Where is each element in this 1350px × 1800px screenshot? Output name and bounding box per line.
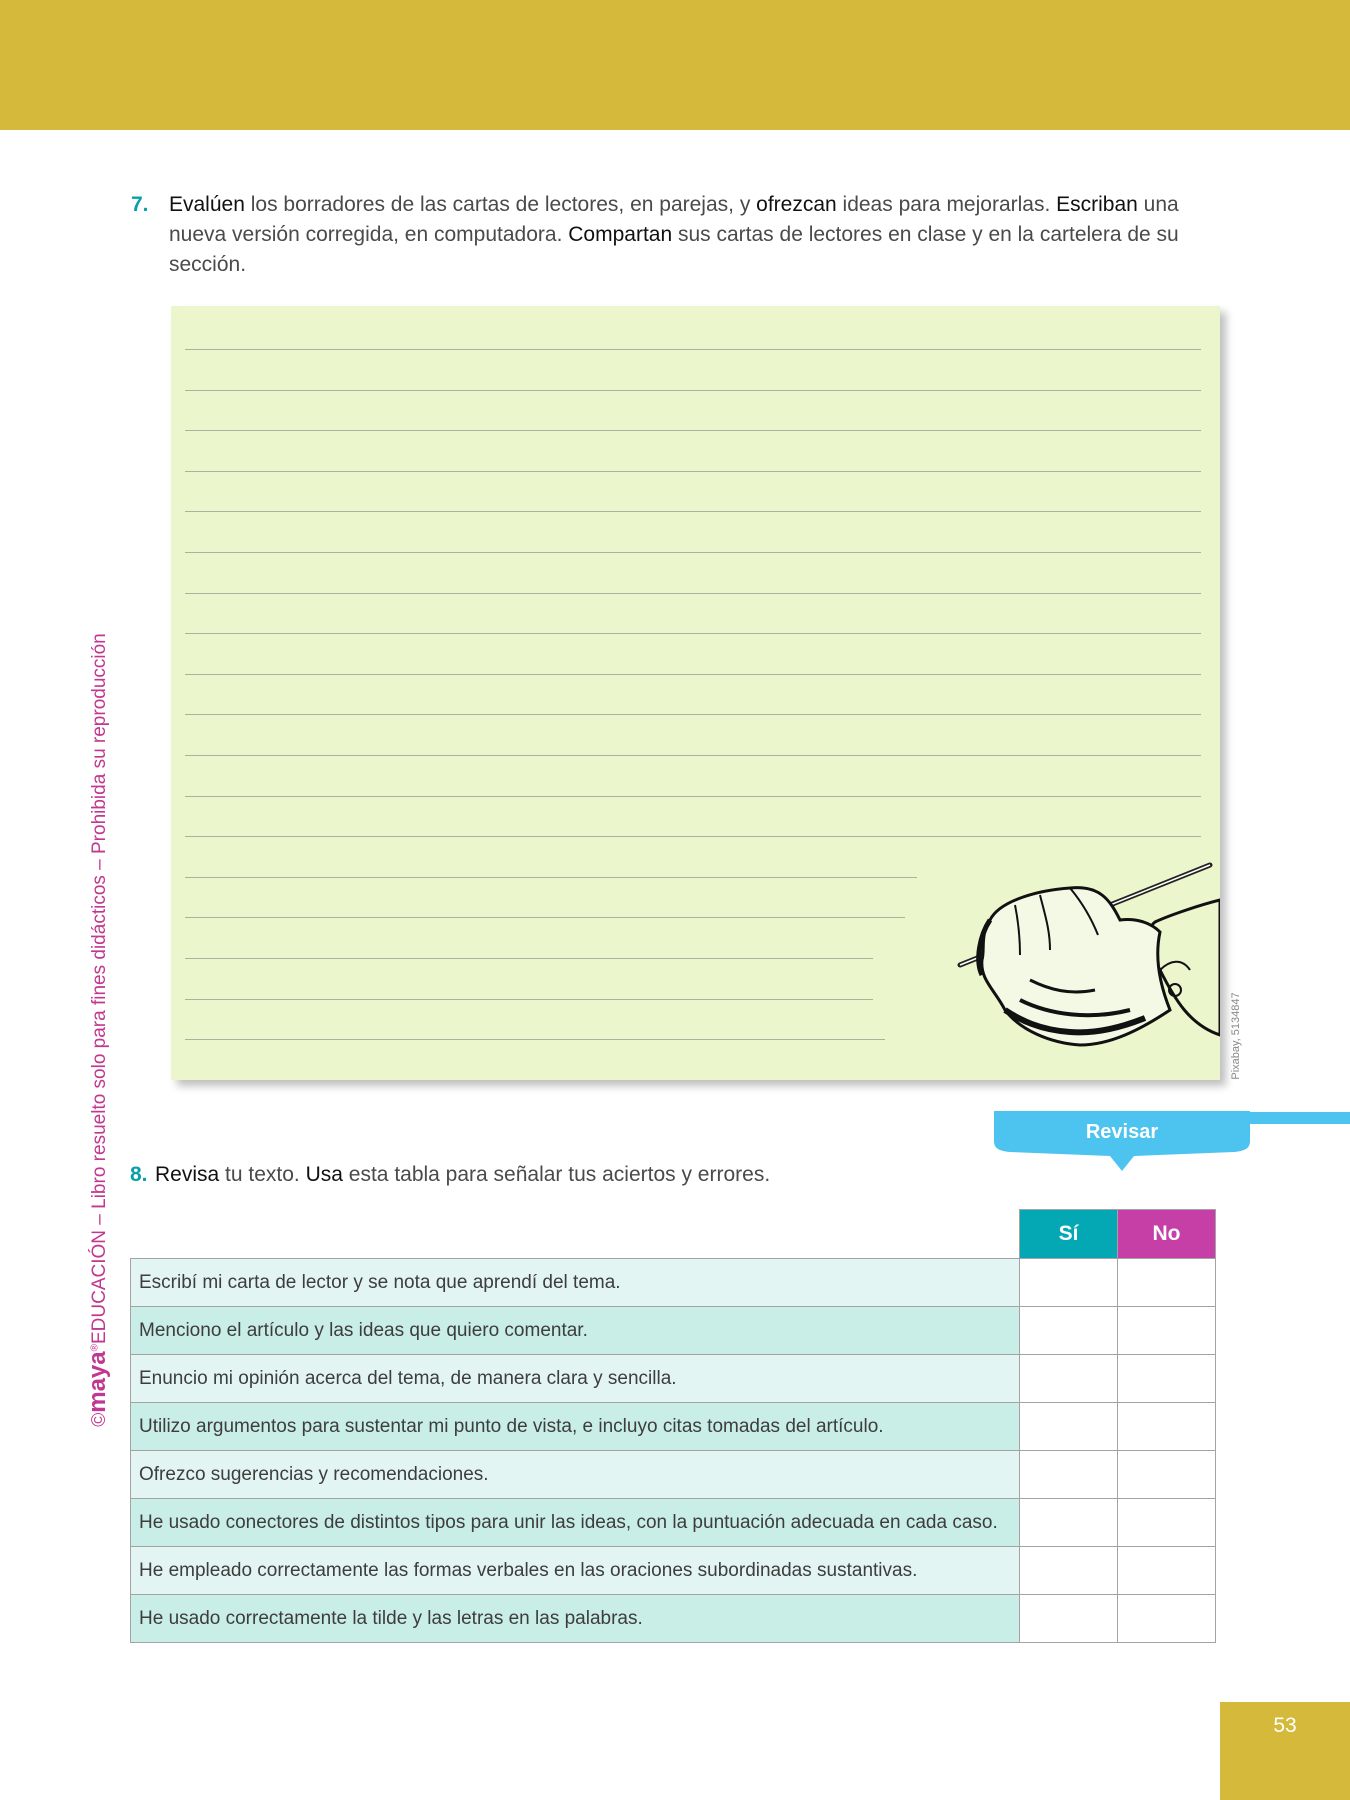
writing-line — [185, 917, 905, 918]
yes-checkbox-cell[interactable] — [1020, 1547, 1118, 1595]
instruction-text: ideas para mejorarlas. — [836, 193, 1057, 216]
writing-line — [185, 796, 1201, 797]
yes-column-header: Sí — [1020, 1210, 1118, 1259]
criterion-text: Enuncio mi opinión acerca del tema, de manera clara y sencilla. — [131, 1355, 1020, 1403]
instruction-text: los borradores de las cartas de lectores, en parejas, y — [244, 193, 757, 216]
command-word: Compartan — [568, 223, 673, 246]
instruction-text: tu texto. — [219, 1163, 306, 1186]
writing-line — [185, 593, 1201, 594]
hand-writing-illustration — [920, 860, 1220, 1080]
writing-line — [185, 1039, 885, 1040]
question-number: 7. — [131, 193, 149, 216]
table-row — [131, 1499, 1216, 1547]
table-row — [131, 1403, 1216, 1451]
writing-line — [185, 633, 1201, 634]
writing-line — [185, 836, 1201, 837]
writing-line — [185, 390, 1201, 391]
page-number: 53 — [1220, 1702, 1350, 1800]
revisar-label: Revisar — [1085, 1121, 1159, 1143]
table-row — [131, 1595, 1216, 1643]
instruction-text: sus cartas de lectores en clase y en la cartelera de su sección. — [169, 223, 1179, 276]
no-checkbox-cell[interactable] — [1118, 1259, 1216, 1307]
criterion-text: He empleado correctamente las formas verbales en las oraciones subordinadas sustantivas. — [131, 1547, 1020, 1595]
writing-line — [185, 999, 873, 1000]
table-row — [131, 1355, 1216, 1403]
command-word: Revisa — [155, 1163, 220, 1186]
writing-line — [185, 877, 917, 878]
question-8-text — [155, 1163, 770, 1186]
question-8 — [130, 1160, 955, 1190]
question-7 — [131, 190, 1224, 280]
yes-checkbox-cell[interactable] — [1020, 1595, 1118, 1643]
table-row — [131, 1259, 1216, 1307]
publisher-logo: maya — [84, 1351, 111, 1413]
table-row — [131, 1547, 1216, 1595]
no-checkbox-cell[interactable] — [1118, 1547, 1216, 1595]
yes-checkbox-cell[interactable] — [1020, 1403, 1118, 1451]
command-word: Evalúen — [169, 193, 245, 216]
instruction-text: esta tabla para señalar tus aciertos y errores. — [342, 1163, 771, 1186]
writing-area[interactable] — [171, 306, 1220, 1080]
no-checkbox-cell[interactable] — [1118, 1595, 1216, 1643]
criterion-text: Escribí mi carta de lector y se nota que aprendí del tema. — [131, 1259, 1020, 1307]
command-word: Usa — [305, 1163, 343, 1186]
writing-line — [185, 430, 1201, 431]
self-assessment-table — [130, 1209, 1216, 1643]
yes-checkbox-cell[interactable] — [1020, 1355, 1118, 1403]
no-checkbox-cell[interactable] — [1118, 1307, 1216, 1355]
criterion-text: Utilizo argumentos para sustentar mi punto de vista, e incluyo citas tomadas del artículo. — [131, 1403, 1020, 1451]
criterion-text: He usado correctamente la tilde y las letras en las palabras. — [131, 1595, 1020, 1643]
criterion-text: He usado conectores de distintos tipos para unir las ideas, con la puntuación adecuada en cada caso. — [131, 1499, 1020, 1547]
image-credit: Pixabay, 5134847 — [1230, 992, 1242, 1080]
no-checkbox-cell[interactable] — [1118, 1403, 1216, 1451]
instruction-text: una nueva versión corregida, en computadora. — [169, 193, 1179, 246]
criterion-text: Menciono el artículo y las ideas que quiero comentar. — [131, 1307, 1020, 1355]
table-row — [131, 1451, 1216, 1499]
question-7-text — [169, 193, 1179, 276]
yes-checkbox-cell[interactable] — [1020, 1499, 1118, 1547]
writing-line — [185, 714, 1201, 715]
writing-line — [185, 674, 1201, 675]
writing-line — [185, 958, 873, 959]
writing-line — [185, 511, 1201, 512]
yes-checkbox-cell[interactable] — [1020, 1451, 1118, 1499]
writing-line — [185, 471, 1201, 472]
writing-line — [185, 755, 1201, 756]
yes-checkbox-cell[interactable] — [1020, 1307, 1118, 1355]
writing-line — [185, 552, 1201, 553]
writing-line — [185, 349, 1201, 350]
no-column-header: No — [1118, 1210, 1216, 1259]
no-checkbox-cell[interactable] — [1118, 1355, 1216, 1403]
header-band — [0, 0, 1350, 130]
no-checkbox-cell[interactable] — [1118, 1499, 1216, 1547]
no-checkbox-cell[interactable] — [1118, 1451, 1216, 1499]
revisar-strip — [1240, 1112, 1350, 1124]
question-number: 8. — [130, 1163, 148, 1186]
criterion-text: Ofrezco sugerencias y recomendaciones. — [131, 1451, 1020, 1499]
revisar-tab[interactable] — [994, 1111, 1250, 1171]
command-word: Escriban — [1056, 193, 1138, 216]
yes-checkbox-cell[interactable] — [1020, 1259, 1118, 1307]
table-row — [131, 1307, 1216, 1355]
command-word: ofrezcan — [756, 193, 837, 216]
copyright-notice: ©maya®EDUCACIÓN – Libro resuelto solo para fines didácticos – Prohibida su reproducción — [84, 633, 111, 1427]
